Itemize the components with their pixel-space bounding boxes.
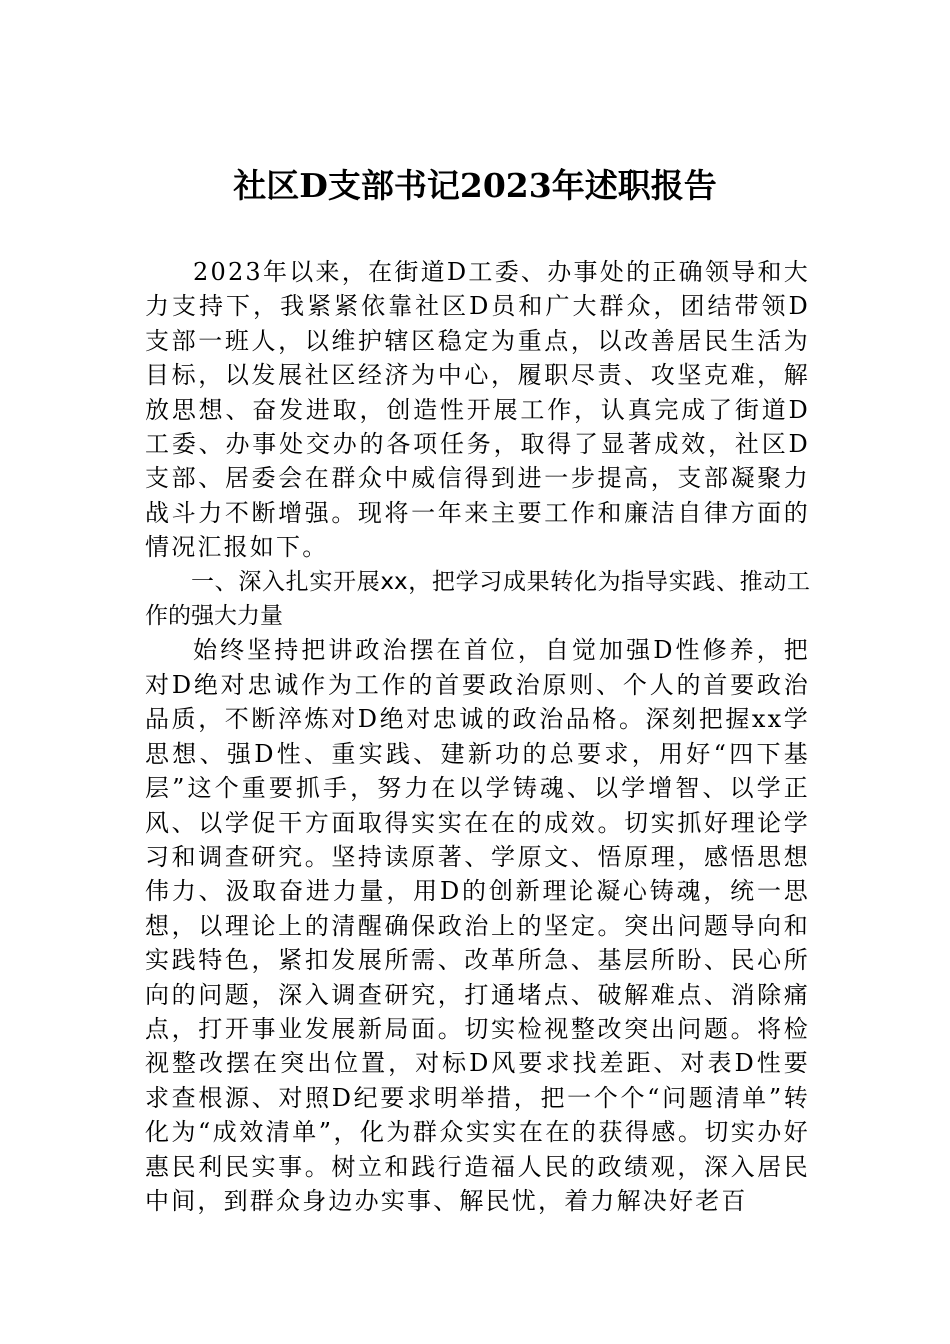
- section-1-heading: 一、深入扎实开展xx，把学习成果转化为指导实践、推动工作的强大力量: [145, 568, 810, 630]
- intro-paragraph: 2023年以来，在街道D工委、办事处的正确领导和大力支持下，我紧紧依靠社区D员和广大群众，团结带领D支部一班人，以维护辖区稳定为重点，以改善居民生活为目标，以发展社区经济为中心，履职尽责、攻坚克难，解放思想、奋发进取，创造性开展工作，认真完成了街道D工委、办事处交办的各项任务，取得了显著成效，社区D支部、居委会在群众中威信得到进一步提高，支部凝聚力战斗力不断增强。现将一年来主要工作和廉洁自律方面的情况汇报如下。: [145, 258, 810, 562]
- document-title: 社区D支部书记2023年述职报告: [233, 166, 717, 205]
- document-body: [145, 255, 810, 1218]
- section-1-paragraph: 始终坚持把讲政治摆在首位，自觉加强D性修养，把对D绝对忠诚作为工作的首要政治原则、个人的首要政治品质，不断淬炼对D绝对忠诚的政治品格。深刻把握xx学思想、强D性、重实践、建新功的总要求，用好“四下基层”这个重要抓手，努力在以学铸魂、以学增智、以学正风、以学促干方面取得实实在在的成效。切实抓好理论学习和调查研究。坚持读原著、学原文、悟原理，感悟思想伟力、汲取奋进力量，用D的创新理论凝心铸魂，统一思想，以理论上的清醒确保政治上的坚定。突出问题导向和实践特色，紧扣发展所需、改革所急、基层所盼、民心所向的问题，深入调查研究，打通堵点、破解难点、消除痛点，打开事业发展新局面。切实检视整改突出问题。将检视整改摆在突出位置，对标D风要求找差距、对表D性要求查根源、对照D纪要求明举措，把一个个“问题清单”转化为“成效清单”，化为群众实实在在的获得感。切实办好惠民利民实事。树立和践行造福人民的政绩观，深入居民中间，到群众身边办实事、解民忧，着力解决好老百: [145, 636, 810, 1215]
